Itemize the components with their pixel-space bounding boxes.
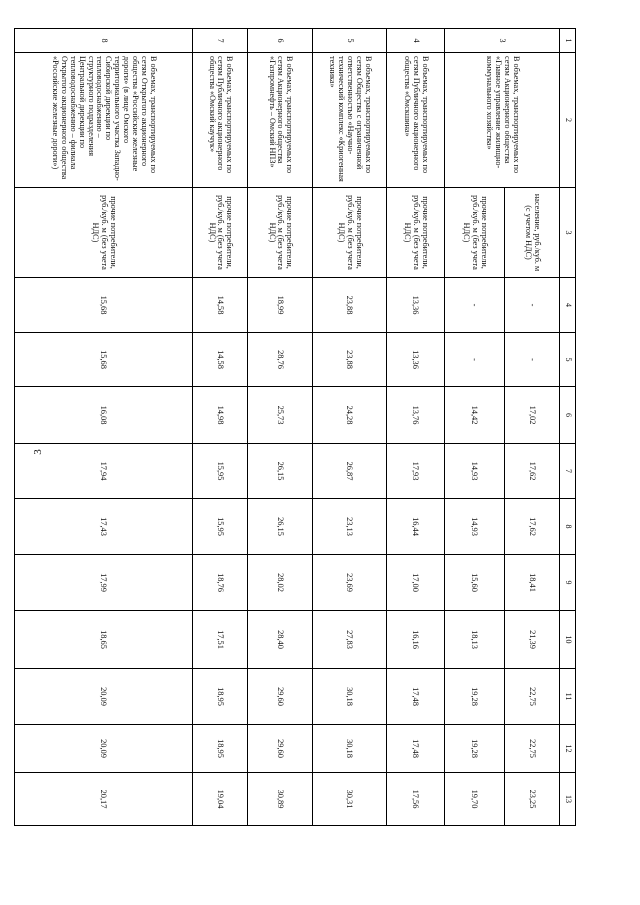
transport-description: В объемах, транспортируемых по сетям Общества с ограниченной ответственностью «Научно-технический комплекс «Криогенная техника» [313,53,387,188]
row-number: 8 [15,29,193,53]
tariff-value: 14,58 [193,333,248,387]
consumer-category: прочие потребители, руб./куб. м (без учета НДС) [248,188,313,278]
tariff-value: 17,43 [15,499,193,555]
tariff-value: 26,15 [248,499,313,555]
tariff-value: 30,18 [313,725,387,773]
tariff-value: 29,60 [248,669,313,725]
tariff-value: 25,73 [248,387,313,444]
tariff-value: 30,89 [248,773,313,826]
tariff-value: 17,48 [387,669,445,725]
tariff-value: - [445,278,505,333]
column-number: 13 [560,773,576,826]
tariff-value: - [505,278,560,333]
table-row [387,29,445,826]
tariff-value: - [505,333,560,387]
tariff-value: 29,60 [248,725,313,773]
tariff-value: 19,70 [445,773,505,826]
tariff-value: 22,75 [505,725,560,773]
tariff-value: 23,69 [313,555,387,611]
tariff-value: 24,28 [313,387,387,444]
transport-description: В объемах, транспортируемых по сетям Открытого акционерного общества «Российские железные дороги» (в лице Омского территориального участка Западно-Сибирской дирекции по тепловодоснабжению – структурного подразделения Центральной дирекции по тепловодоснабжению – филиала Открытого акционерного общества «Российские железные дороги») [15,53,193,188]
tariff-value: 14,58 [193,278,248,333]
tariff-value: 19,04 [193,773,248,826]
tariff-value: 22,75 [505,669,560,725]
row-number: 7 [193,29,248,53]
tariff-value: 19,28 [445,669,505,725]
header-row [560,29,576,826]
tariff-value: 23,88 [313,278,387,333]
table-row [248,29,313,826]
column-number: 6 [560,387,576,444]
tariff-value: 26,15 [248,444,313,499]
tariff-table [14,28,576,826]
tariff-value: 28,76 [248,333,313,387]
column-number: 5 [560,333,576,387]
tariff-value: 13,76 [387,387,445,444]
column-number: 10 [560,611,576,669]
tariff-value: 28,02 [248,555,313,611]
page-number: 3 [32,449,44,455]
tariff-value: 17,56 [387,773,445,826]
tariff-value: 30,31 [313,773,387,826]
tariff-value: 15,68 [15,333,193,387]
tariff-value: 18,99 [248,278,313,333]
transport-description: В объемах, транспортируемых по сетям Акционерного общества «Главное управление жилищно-коммунального хозяйства» [445,53,560,188]
tariff-value: 15,95 [193,444,248,499]
consumer-category: прочие потребители, руб./куб. м (без учета НДС) [15,188,193,278]
column-number: 8 [560,499,576,555]
column-number: 2 [560,53,576,188]
tariff-value: 17,51 [193,611,248,669]
tariff-value: 28,40 [248,611,313,669]
row-number: 3 [445,29,560,53]
tariff-value: 14,98 [193,387,248,444]
transport-description: В объемах, транспортируемых по сетям Акционерного общества «Газпромнефть – Омский НПЗ» [248,53,313,188]
tariff-value: 15,68 [15,278,193,333]
tariff-value: 17,48 [387,725,445,773]
tariff-value: 15,60 [445,555,505,611]
tariff-value: 17,02 [505,387,560,444]
tariff-value: 27,83 [313,611,387,669]
row-number: 5 [313,29,387,53]
tariff-value: 18,13 [445,611,505,669]
tariff-value: 18,95 [193,669,248,725]
table-row [505,29,560,826]
transport-description: В объемах, транспортируемых по сетям Публичного акционерного общества «Омский каучук» [193,53,248,188]
tariff-value: 16,08 [15,387,193,444]
tariff-value: 18,41 [505,555,560,611]
tariff-value: 13,36 [387,278,445,333]
tariff-value: 15,95 [193,499,248,555]
tariff-value: 17,00 [387,555,445,611]
tariff-value: 23,25 [505,773,560,826]
tariff-value: 17,99 [15,555,193,611]
column-number: 11 [560,669,576,725]
tariff-value: 19,28 [445,725,505,773]
tariff-value: 14,93 [445,444,505,499]
row-number: 4 [387,29,445,53]
tariff-value: 13,36 [387,333,445,387]
transport-description: В объемах, транспортируемых по сетям Публичного акционерного общества «Омскшина» [387,53,445,188]
tariff-value: 16,44 [387,499,445,555]
row-number: 6 [248,29,313,53]
table-row [193,29,248,826]
column-number: 7 [560,444,576,499]
column-number: 1 [560,29,576,53]
tariff-value: 17,94 [15,444,193,499]
consumer-category: население, руб./куб. м (с учетом НДС) [505,188,560,278]
tariff-value: 26,87 [313,444,387,499]
consumer-category: прочие потребители, руб./куб. м (без учета НДС) [445,188,505,278]
tariff-value: 17,93 [387,444,445,499]
tariff-value: 20,17 [15,773,193,826]
consumer-category: прочие потребители, руб./куб. м (без учета НДС) [387,188,445,278]
tariff-value: 14,42 [445,387,505,444]
table-row [15,29,193,826]
column-number: 4 [560,278,576,333]
consumer-category: прочие потребители, руб./куб. м (без учета НДС) [193,188,248,278]
tariff-value: 20,09 [15,669,193,725]
column-number: 3 [560,188,576,278]
consumer-category: прочие потребители, руб./куб. м (без учета НДС) [313,188,387,278]
tariff-value: - [445,333,505,387]
tariff-value: 23,13 [313,499,387,555]
tariff-value: 23,88 [313,333,387,387]
column-number: 12 [560,725,576,773]
table-row [313,29,387,826]
tariff-value: 17,62 [505,444,560,499]
tariff-value: 17,62 [505,499,560,555]
tariff-value: 18,76 [193,555,248,611]
tariff-value: 16,16 [387,611,445,669]
column-number: 9 [560,555,576,611]
tariff-value: 14,93 [445,499,505,555]
tariff-value: 30,18 [313,669,387,725]
tariff-value: 18,65 [15,611,193,669]
tariff-value: 21,39 [505,611,560,669]
tariff-value: 20,09 [15,725,193,773]
tariff-value: 18,95 [193,725,248,773]
